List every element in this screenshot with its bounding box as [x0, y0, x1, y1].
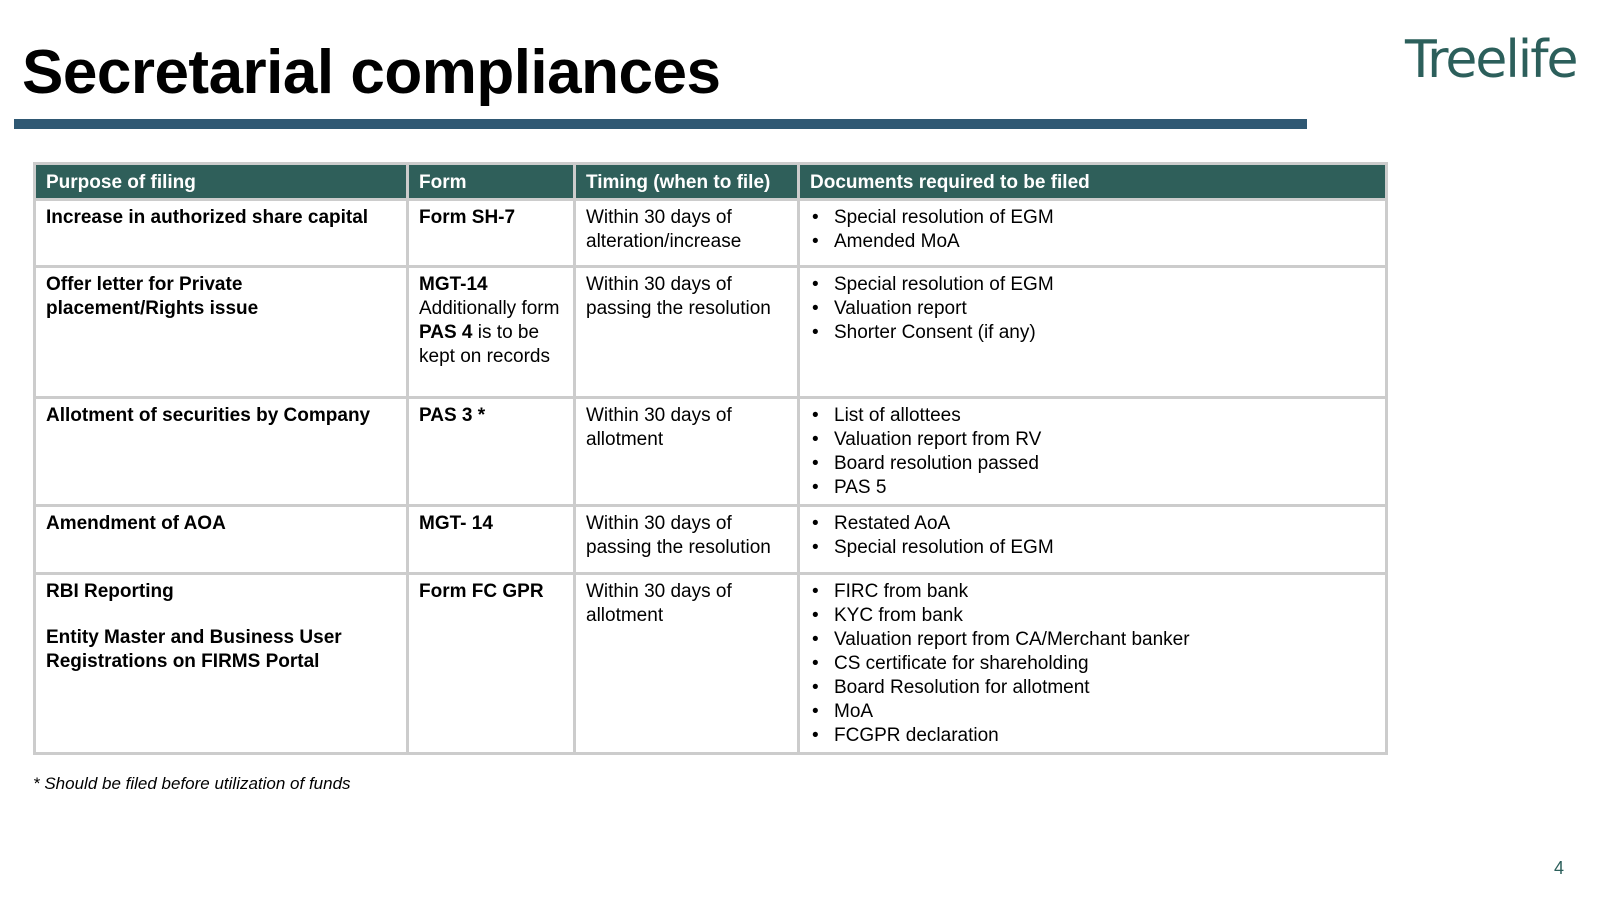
- documents-cell: [799, 200, 1387, 267]
- documents-list: [810, 206, 1375, 254]
- purpose-cell: [35, 574, 408, 754]
- purpose-main: RBI Reporting: [46, 581, 174, 602]
- purpose-cell: Allotment of securities by Company: [35, 398, 408, 506]
- form-code: MGT-14: [419, 274, 488, 295]
- slide-title: Secretarial compliances: [22, 38, 721, 107]
- table-row: [35, 506, 1387, 574]
- purpose-cell: Amendment of AOA: [35, 506, 408, 574]
- compliance-table-wrapper: [33, 162, 1388, 755]
- document-item: • PAS 5: [810, 476, 1375, 500]
- timing-cell: Within 30 days of passing the resolution: [575, 506, 799, 574]
- documents-cell: [799, 574, 1387, 754]
- header-timing: Timing (when to file): [575, 164, 799, 200]
- documents-list: [810, 512, 1375, 560]
- document-item: • Shorter Consent (if any): [810, 321, 1375, 345]
- form-note-bold: PAS 4: [419, 322, 473, 343]
- form-cell: [408, 267, 575, 398]
- document-item: • Board resolution passed: [810, 452, 1375, 476]
- table-row: [35, 574, 1387, 754]
- compliance-table: [33, 162, 1388, 755]
- table-header-row: [35, 164, 1387, 200]
- document-item: • Restated AoA: [810, 512, 1375, 536]
- purpose-extra: Entity Master and Business User Registrations on FIRMS Portal: [46, 627, 342, 672]
- document-item: • List of allottees: [810, 404, 1375, 428]
- table-row: [35, 200, 1387, 267]
- document-item: • Valuation report from CA/Merchant banker: [810, 628, 1375, 652]
- header-form: Form: [408, 164, 575, 200]
- document-item: • Special resolution of EGM: [810, 536, 1375, 560]
- document-item: • Special resolution of EGM: [810, 273, 1375, 297]
- page-number: 4: [1554, 858, 1565, 878]
- document-item: • Special resolution of EGM: [810, 206, 1375, 230]
- footnote: * Should be filed before utilization of funds: [33, 774, 351, 793]
- table-row: [35, 398, 1387, 506]
- form-note-post: is to be kept on records: [419, 322, 550, 367]
- document-item: • Board Resolution for allotment: [810, 676, 1375, 700]
- header-purpose: Purpose of filing: [35, 164, 408, 200]
- form-cell: MGT- 14: [408, 506, 575, 574]
- document-item: • KYC from bank: [810, 604, 1375, 628]
- form-cell: PAS 3 *: [408, 398, 575, 506]
- table-row: [35, 267, 1387, 398]
- document-item: • Amended MoA: [810, 230, 1375, 254]
- documents-list: [810, 580, 1375, 748]
- documents-list: [810, 273, 1375, 345]
- documents-cell: [799, 267, 1387, 398]
- documents-cell: [799, 506, 1387, 574]
- document-item: • FIRC from bank: [810, 580, 1375, 604]
- timing-cell: Within 30 days of allotment: [575, 398, 799, 506]
- timing-cell: Within 30 days of allotment: [575, 574, 799, 754]
- form-note: [419, 297, 563, 369]
- document-item: • CS certificate for shareholding: [810, 652, 1375, 676]
- header-documents: Documents required to be filed: [799, 164, 1387, 200]
- document-item: • Valuation report from RV: [810, 428, 1375, 452]
- timing-cell: Within 30 days of alteration/increase: [575, 200, 799, 267]
- treelife-logo: Treelife: [1405, 30, 1577, 90]
- document-item: • Valuation report: [810, 297, 1375, 321]
- document-item: • FCGPR declaration: [810, 724, 1375, 748]
- documents-list: [810, 404, 1375, 500]
- title-underline: [14, 119, 1307, 129]
- form-cell: Form FC GPR: [408, 574, 575, 754]
- purpose-cell: Offer letter for Private placement/Rights issue: [35, 267, 408, 398]
- form-cell: Form SH-7: [408, 200, 575, 267]
- purpose-cell: Increase in authorized share capital: [35, 200, 408, 267]
- timing-cell: Within 30 days of passing the resolution: [575, 267, 799, 398]
- documents-cell: [799, 398, 1387, 506]
- document-item: • MoA: [810, 700, 1375, 724]
- form-note-pre: Additionally form: [419, 298, 560, 319]
